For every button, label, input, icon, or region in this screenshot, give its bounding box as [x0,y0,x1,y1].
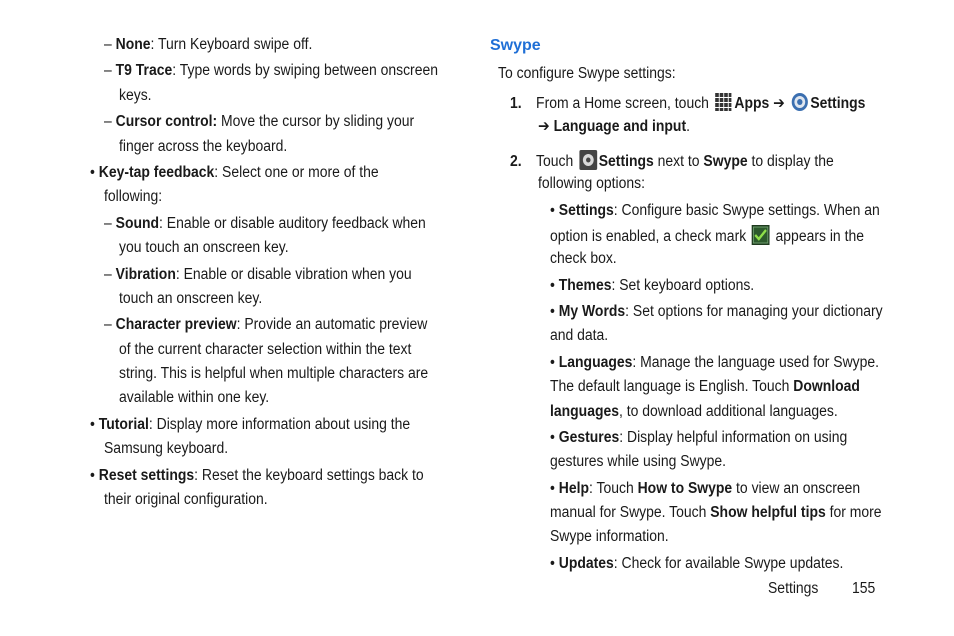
bullet-settings-cont2: check box. [550,250,617,267]
option-vibration: – Vibration: Enable or disable vibration when you [104,266,412,283]
step-2-cont: following options: [538,175,646,192]
bullet-help: • Help: Touch How to Swype to view an onscreen [550,480,861,497]
bullet-mywords-cont: and data. [550,327,609,344]
bullet-languages: • Languages: Manage the language used for Swype. [550,354,880,371]
option-charprev-cont3: available within one key. [119,389,270,406]
bullet-updates: • Updates: Check for available Swype updates. [550,555,844,572]
option-t9: – T9 Trace: Type words by swiping between onscreen [104,62,438,79]
intro-text: To configure Swype settings: [498,65,676,82]
footer-section: Settings [768,580,819,597]
bullet-help-cont2: Swype information. [550,528,669,545]
option-t9-cont: keys. [119,87,152,104]
option-cursor: – Cursor control: Move the cursor by sliding your [104,113,415,130]
footer-page-number: 155 [852,580,876,597]
bullet-languages-cont1: The default language is English. Touch Download [550,378,860,395]
option-sound: – Sound: Enable or disable auditory feedback when [104,215,426,232]
option-none: – None: Turn Keyboard swipe off. [104,36,313,53]
option-reset: • Reset settings: Reset the keyboard settings back to [90,467,424,484]
section-heading: Swype [490,37,541,54]
option-charprev-cont1: of the current character selection within the text [119,341,412,358]
settings-gear-icon [579,150,597,170]
bullet-help-cont1: manual for Swype. Touch Show helpful tips for more [550,504,882,521]
bullet-settings: • Settings: Configure basic Swype settings. When an [550,202,880,219]
step-1: 1. From a Home screen, touch Apps ➔ Settings [510,92,865,114]
option-keytap: • Key-tap feedback: Select one or more of the [90,164,379,181]
option-vibration-cont: touch an onscreen key. [119,290,263,307]
option-charprev: – Character preview: Provide an automatic preview [104,316,428,333]
bullet-languages-cont2: languages, to download additional languages. [550,403,838,420]
option-sound-cont: you touch an onscreen key. [119,239,289,256]
checkbox-checked-icon [752,225,770,245]
step-2: 2. Touch Settings next to Swype to display the [510,150,834,172]
option-tutorial-cont: Samsung keyboard. [104,440,229,457]
bullet-themes: • Themes: Set keyboard options. [550,277,755,294]
step-1-cont: ➔ Language and input. [538,118,690,135]
option-cursor-cont: finger across the keyboard. [119,138,288,155]
option-charprev-cont2: string. This is helpful when multiple characters are [119,365,429,382]
bullet-settings-cont1: option is enabled, a check mark appears in the [550,225,864,247]
option-tutorial: • Tutorial: Display more information about using the [90,416,411,433]
bullet-mywords: • My Words: Set options for managing your dictionary [550,303,883,320]
bullet-gestures-cont: gestures while using Swype. [550,453,727,470]
bullet-gestures: • Gestures: Display helpful information on using [550,429,848,446]
option-keytap-cont: following: [104,188,163,205]
apps-grid-icon [715,92,733,112]
settings-gear-icon [791,92,809,112]
option-reset-cont: their original configuration. [104,491,268,508]
